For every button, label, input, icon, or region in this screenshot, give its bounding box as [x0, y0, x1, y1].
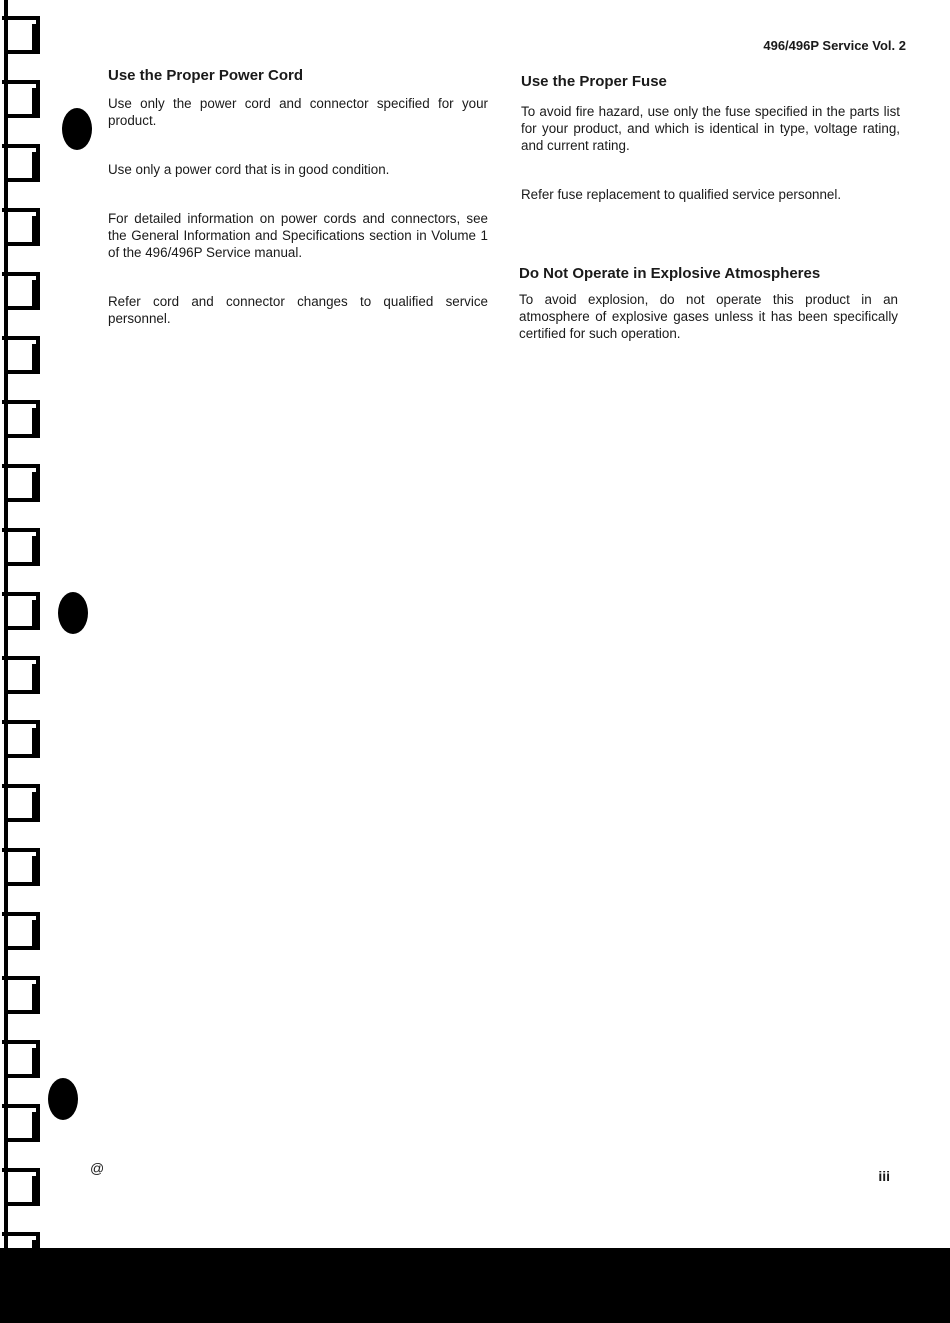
paragraph: To avoid explosion, do not operate this product in an atmosphere of explosive gases unless it has been specifically certified for such operation.	[519, 292, 898, 341]
binding-coil	[32, 1112, 40, 1138]
paragraph: Use only a power cord that is in good condition.	[108, 162, 390, 177]
binding-coil	[32, 1176, 40, 1202]
paragraph: Refer fuse replacement to qualified service personnel.	[521, 187, 842, 202]
binding-coil	[32, 88, 40, 114]
section-power-cord	[108, 67, 488, 327]
document-header: 496/496P Service Vol. 2	[763, 38, 906, 53]
section-heading: Do Not Operate in Explosive Atmospheres	[519, 265, 821, 282]
paragraph: Use only the power cord and connector specified for your product.	[108, 96, 488, 128]
punch-hole-bottom	[48, 1078, 78, 1120]
binding-coil	[32, 664, 40, 690]
binding-coil	[32, 408, 40, 434]
binding-coil	[32, 792, 40, 818]
section-proper-fuse	[521, 73, 900, 203]
page-number: iii	[878, 1168, 890, 1184]
binding-coil	[32, 24, 40, 50]
binding-coil	[32, 344, 40, 370]
punch-hole-top	[62, 108, 92, 150]
binding-coil	[32, 152, 40, 178]
spiral-binding	[0, 0, 44, 1250]
paragraph: To avoid fire hazard, use only the fuse specified in the parts list for your product, and which is identical in type, voltage rating, and current rating.	[521, 104, 900, 153]
binding-coil	[32, 856, 40, 882]
footer-mark: @	[90, 1160, 105, 1176]
paragraph: For detailed information on power cords and connectors, see the General Information and Specifications section in Volume 1 of the 496/496P Service manual.	[108, 211, 488, 260]
section-explosive-atmospheres	[519, 265, 898, 342]
binding-coil	[32, 1048, 40, 1074]
binding-coil	[32, 536, 40, 562]
binding-coil	[32, 920, 40, 946]
binding-coil	[32, 216, 40, 242]
scan-bottom-edge	[0, 1248, 950, 1323]
punch-hole-middle	[58, 592, 88, 634]
section-heading: Use the Proper Power Cord	[108, 67, 304, 84]
binding-coil	[32, 728, 40, 754]
binding-coil	[32, 600, 40, 626]
binding-coil	[32, 280, 40, 306]
binding-coil	[32, 472, 40, 498]
paragraph: Refer cord and connector changes to qualified service personnel.	[108, 294, 488, 326]
binding-coil	[32, 984, 40, 1010]
section-heading: Use the Proper Fuse	[521, 73, 667, 90]
